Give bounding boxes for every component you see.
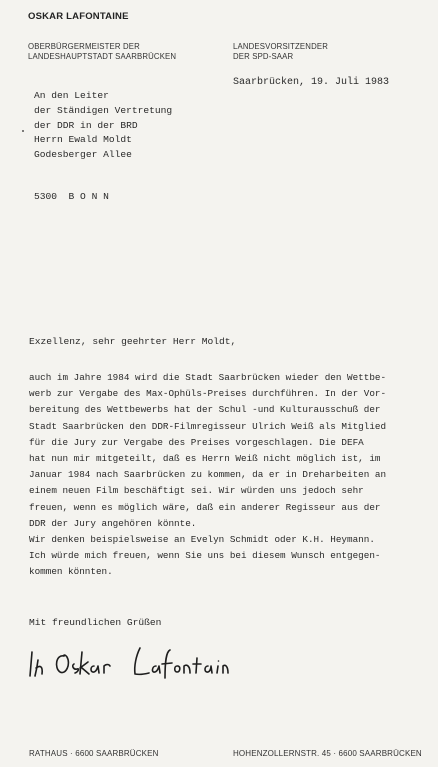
recipient-address [34, 89, 172, 163]
body-line: hat nun mir mitgeteilt, daß es Herrn Weiß nicht möglich ist, im [29, 453, 381, 465]
footer-address-town-hall: RATHAUS · 6600 SAARBRÜCKEN [29, 749, 159, 758]
sender-title-party [233, 42, 328, 62]
body-line: Wir denken beispielsweise an Evelyn Schmidt oder K.H. Heymann. [29, 534, 375, 546]
recipient-line: Herrn Ewald Moldt [34, 134, 132, 146]
handwritten-signature [22, 638, 232, 688]
sender-title-mayor-line-2: LANDESHAUPTSTADT SAARBRÜCKEN [28, 52, 177, 61]
body-line: Ich würde mich freuen, wenn Sie uns bei diesem Wunsch entgegen- [29, 550, 381, 562]
closing: Mit freundlichen Grüßen [29, 617, 162, 628]
body-line: Stadt Saarbrücken den DDR-Filmregisseur Ulrich Weiß als Mitglied [29, 420, 387, 432]
recipient-city: 5300 B O N N [34, 191, 109, 202]
body-line: kommen könnten. [29, 566, 113, 578]
body-line: für die Jury zur Vergabe des Preises vorgeschlagen. Die DEFA [29, 436, 364, 448]
body-line: DDR der Jury angehören könnte. [29, 517, 197, 529]
sender-name: OSKAR LAFONTAINE [28, 11, 129, 22]
sender-title-mayor [28, 42, 176, 62]
punch-mark [22, 130, 24, 132]
sender-title-party-line-2: DER SPD-SAAR [233, 52, 294, 61]
letter-date: Saarbrücken, 19. Juli 1983 [233, 77, 390, 88]
salutation: Exzellenz, sehr geehrter Herr Moldt, [29, 336, 237, 347]
sender-title-party-line-1: LANDESVORSITZENDER [233, 42, 328, 51]
body-line: werb zur Vergabe des Max-Ophüls-Preises durchführen. In der Vor- [29, 388, 387, 400]
body-line: Januar 1984 nach Saarbrücken zu kommen, da er in Dreharbeiten an [29, 469, 387, 481]
footer-address-party: HOHENZOLLERNSTR. 45 · 6600 SAARBRÜCKEN [233, 749, 422, 758]
body-line: auch im Jahre 1984 wird die Stadt Saarbrücken wieder den Wettbe- [29, 372, 387, 383]
body-line: bereitung des Wettbewerbs hat der Schul -und Kulturausschuß der [29, 404, 381, 416]
body-line: freuen, wenn es möglich wäre, daß ein anderer Regisseur aus der [29, 501, 381, 513]
recipient-line: der Ständigen Vertretung [34, 104, 173, 116]
body-line: einem neuen Film beschäftigt sei. Wir würden uns jedoch sehr [29, 485, 364, 497]
sender-title-mayor-line-1: OBERBÜRGERMEISTER DER [28, 42, 140, 51]
recipient-line: der DDR in der BRD [34, 119, 138, 131]
recipient-line: An den Leiter [34, 90, 109, 101]
letter-body [29, 370, 421, 581]
recipient-line: Godesberger Allee [34, 149, 132, 161]
